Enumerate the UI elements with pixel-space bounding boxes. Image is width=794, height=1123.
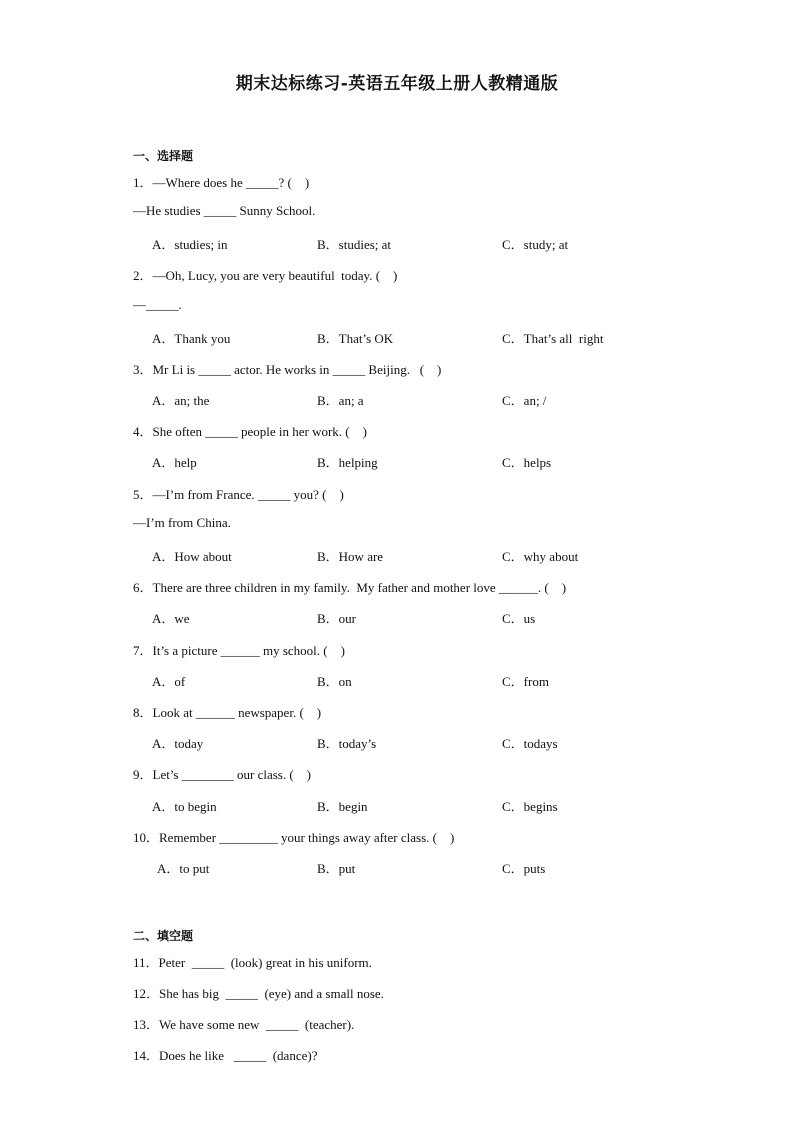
- question-9-stem: 9．Let’s ________ our class. ( ): [133, 767, 312, 782]
- option-a: A．to begin: [152, 799, 217, 814]
- question-7-stem: 7．It’s a picture ______ my school. ( ): [133, 643, 345, 658]
- question-5-options: [0, 546, 794, 564]
- option-b: B．studies; at: [317, 237, 392, 252]
- question-5-extra: —I’m from China.: [133, 515, 231, 530]
- section-heading-choice: 一、选择题: [133, 149, 194, 163]
- option-b: B．our: [317, 611, 357, 626]
- question-4-options: [0, 452, 794, 470]
- question-6-stem: 6．There are three children in my family. My father and mother love ______. ( ): [133, 580, 567, 595]
- option-c: C．begins: [502, 799, 558, 814]
- option-c: C．from: [502, 674, 549, 689]
- question-1-options: [0, 234, 794, 252]
- option-c: C．todays: [502, 736, 558, 751]
- section-heading-fill-in: 二、填空题: [133, 929, 194, 943]
- question-3-options: [0, 390, 794, 408]
- page-title: 期末达标练习-英语五年级上册人教精通版: [235, 74, 559, 94]
- option-a: A．we: [152, 611, 190, 626]
- question-10-stem: 10．Remember _________ your things away after class. ( ): [133, 830, 455, 845]
- option-b: B．today’s: [317, 736, 377, 751]
- question-2-extra: —_____.: [133, 297, 182, 312]
- option-a: A．Thank you: [152, 331, 231, 346]
- fill-in-question-11: 11．Peter _____ (look) great in his uniform.: [133, 955, 372, 970]
- question-4-stem: 4．She often _____ people in her work. ( ): [133, 424, 367, 439]
- question-2-stem: 2．—Oh, Lucy, you are very beautiful today. ( ): [133, 268, 398, 283]
- fill-in-question-14: 14．Does he like _____ (dance)?: [133, 1048, 318, 1063]
- option-b: B．on: [317, 674, 352, 689]
- option-a: A．help: [152, 455, 197, 470]
- question-6-options: [0, 608, 794, 626]
- option-a: A．an; the: [152, 393, 210, 408]
- question-7-options: [0, 671, 794, 689]
- question-8-stem: 8．Look at ______ newspaper. ( ): [133, 705, 322, 720]
- option-a: A．How about: [152, 549, 232, 564]
- option-a: A．to put: [157, 861, 210, 876]
- option-b: B．How are: [317, 549, 384, 564]
- question-9-options: [0, 796, 794, 814]
- option-b: B．begin: [317, 799, 368, 814]
- question-3-stem: 3．Mr Li is _____ actor. He works in _____ Beijing. ( ): [133, 362, 442, 377]
- option-c: C．helps: [502, 455, 552, 470]
- question-2-options: [0, 328, 794, 346]
- option-c: C．us: [502, 611, 536, 626]
- option-a: A．today: [152, 736, 204, 751]
- question-1-extra: —He studies _____ Sunny School.: [133, 203, 316, 218]
- option-c: C．That’s all right: [502, 331, 604, 346]
- option-a: A．studies; in: [152, 237, 228, 252]
- option-c: C．an; /: [502, 393, 547, 408]
- option-c: C．puts: [502, 861, 546, 876]
- option-b: B．That’s OK: [317, 331, 394, 346]
- option-c: C．study; at: [502, 237, 569, 252]
- question-5-stem: 5．—I’m from France. _____ you? ( ): [133, 487, 344, 502]
- fill-in-question-13: 13．We have some new _____ (teacher).: [133, 1017, 355, 1032]
- fill-in-question-12: 12．She has big _____ (eye) and a small nose.: [133, 986, 384, 1001]
- option-a: A．of: [152, 674, 186, 689]
- option-b: B．put: [317, 861, 356, 876]
- question-1-stem: 1．—Where does he _____? ( ): [133, 175, 310, 190]
- option-b: B．an; a: [317, 393, 364, 408]
- option-c: C．why about: [502, 549, 579, 564]
- option-b: B．helping: [317, 455, 378, 470]
- question-10-options: [0, 858, 794, 876]
- question-8-options: [0, 733, 794, 751]
